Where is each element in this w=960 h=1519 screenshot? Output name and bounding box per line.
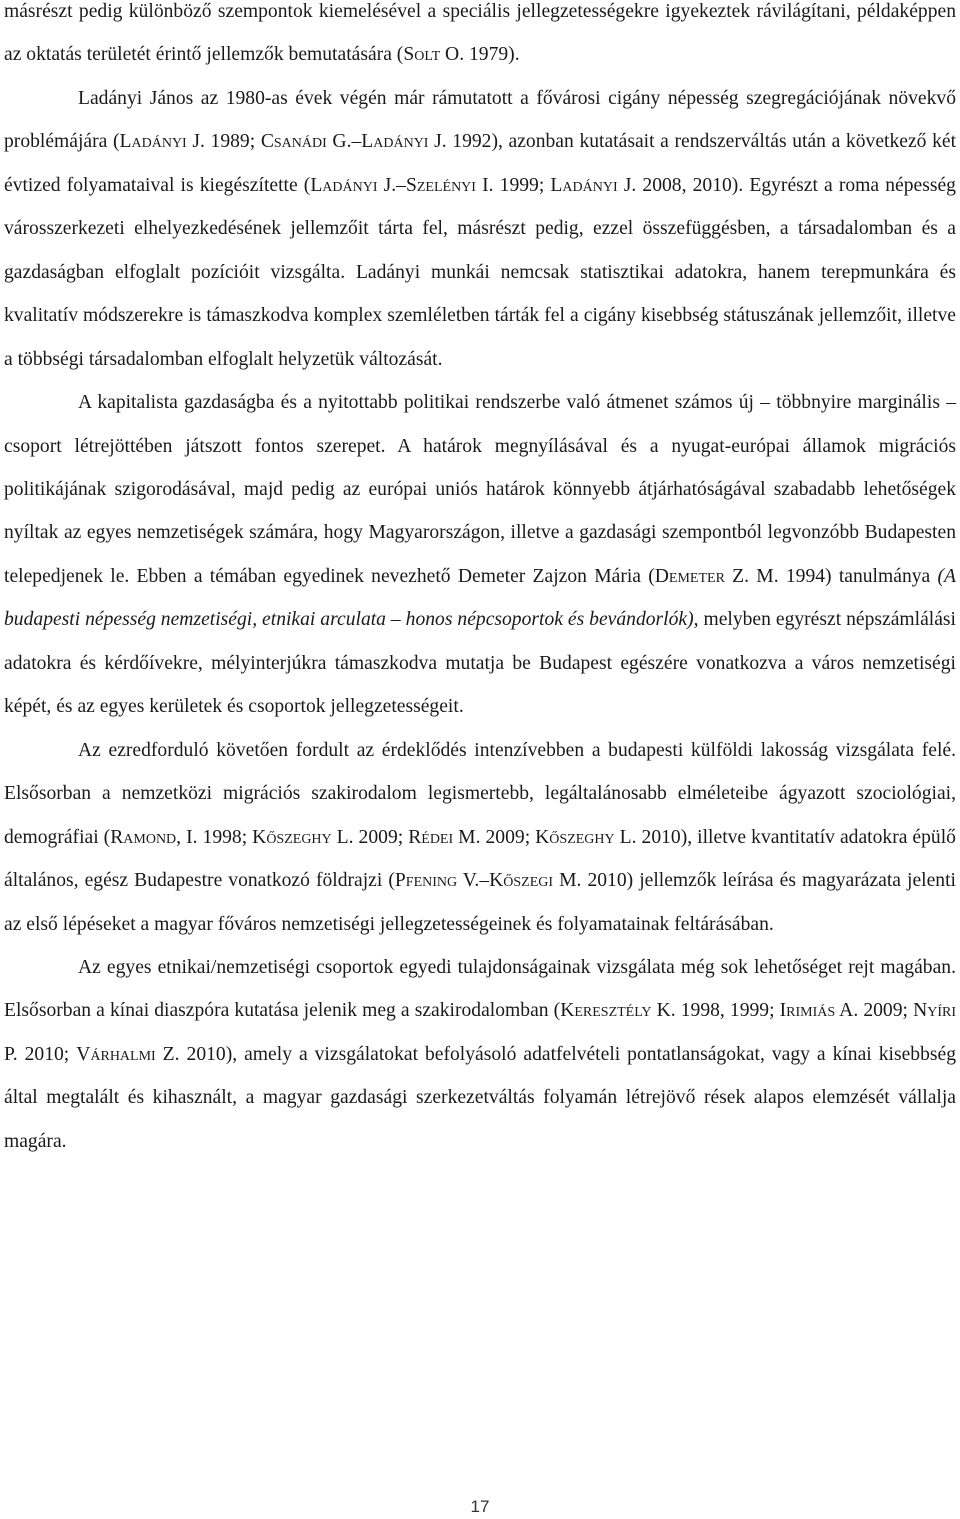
text-run: I. 1999; <box>475 174 551 196</box>
text-run: L. 2010), illetve kvantitatív adatokra épülő általános, egész Budapestre vonatkozó földrajzi ( <box>4 826 956 892</box>
text-run: P. 2010; <box>4 1043 77 1065</box>
text-run: J. 2008, 2010). Egyrészt a roma népesség városszerkezeti elhelyezkedésének jellemzőit tárta fel, másrészt pedig, ezzel összefüggésben, a társadalomban és a gazdaságban elfoglalt pozícióit vizsgálta. Ladányi munkái nemcsak statisztikai adatokra, hanem terepmunkára és kvalitatív módszerekre is támaszkodva komplex szemléletben tárták fel a cigány kisebbség státuszának jellemzőit, illetve a többségi társadalomban elfoglalt helyzetük változását. <box>4 174 956 370</box>
text-run: M. 2009; <box>453 826 536 848</box>
citation-author: Várhalmi <box>76 1043 156 1065</box>
citation-author: Keresztély <box>560 1000 652 1022</box>
paragraph <box>4 77 956 381</box>
text-run: J. 1992), azonban kutatásait a rendszerváltás után a következő két évtized folyamataival is kiegészítette ( <box>4 131 957 196</box>
citation-author: Irimiás <box>779 1000 836 1022</box>
citation-author: Ladányi <box>550 174 618 196</box>
text-run: J. 1989; <box>186 131 261 153</box>
text-run: L. 2009; <box>331 826 409 848</box>
citation-author: Nyíri <box>913 1000 956 1022</box>
text-run: , I. 1998; <box>176 826 253 848</box>
paragraph <box>4 381 956 729</box>
citation-author: Kőszeghy <box>535 826 615 848</box>
text-run: A kapitalista gazdaságba és a nyitottabb politikai rendszerbe való átmenet számos új – többnyire marginális – csoport létrejöttében játszott fontos szerepet. A határok megnyílásával és a nyugat-európai államok migrációs politikájának szigorodásával, majd pedig az európai uniós határok könnyebb átjárhatóságával szabadabb lehetőségek nyíltak az egyes nemzetiségek számára, hogy Magyarországon, illetve a gazdasági szempontból legvonzóbb Budapesten telepedjenek le. Ebben a témában egyedinek nevezhető Demeter Zajzon Mária ( <box>4 392 956 587</box>
paragraph <box>4 729 956 946</box>
italic-title: (A budapesti népesség nemzetiségi, etnikai arculata – honos népcsoportok és bevándorlók) <box>4 565 956 631</box>
text-run: Ladányi János az 1980-as évek végén már rámutatott a fővárosi cigány népesség szegregációjának növekvő problémájára ( <box>4 87 956 153</box>
paragraph <box>4 0 956 77</box>
citation-author: Pfening <box>394 870 458 892</box>
text-run: J.– <box>377 174 406 196</box>
citation-author: Rédei <box>408 826 454 848</box>
citation-author: Kőszeghy <box>252 826 332 848</box>
text-run: Z. 2010), amely a vizsgálatokat befolyásoló adatfelvételi pontatlanságokat, vagy a kínai kisebbség által megtalált és kihasznált, a magyar gazdasági szerkezetváltás folyamán létrejövő rések alapos elemzését vállalja magára. <box>4 1043 956 1152</box>
citation-author: Demeter <box>654 565 725 587</box>
text-run: Az egyes etnikai/nemzetiségi csoportok egyedi tulajdonságainak vizsgálata még sok lehetőséget rejt magában. Elsősorban a kínai diaszpóra kutatása jelenik meg a szakirodalomban ( <box>4 956 956 1022</box>
text-run: Z. M. 1994) tanulmánya <box>724 565 938 587</box>
text-run: másrészt pedig különböző szempontok kiemelésével a speciális jellegzetességekre igyekeztek rávilágítani, példaképpen az oktatás területét érintő jellemzők bemutatására ( <box>4 1 956 66</box>
text-run: , melyben egyrészt népszámlálási adatokra és kérdőívekre, mélyinterjúkra támaszkodva mutatja be Budapest egészére vonatkozva a város nemzetiségi képét, és az egyes kerületek és csoportok jellegzetességeit. <box>4 609 956 718</box>
citation-author: Ladányi <box>361 131 429 153</box>
page-number: 17 <box>470 1497 490 1516</box>
text-run: O. 1979). <box>440 44 520 66</box>
body-text <box>4 0 956 1163</box>
citation-author: Csanádi <box>260 131 327 153</box>
text-run: Az ezredforduló követően fordult az érdeklődés intenzívebben a budapesti külföldi lakosság vizsgálata felé. Elsősorban a nemzetközi migrációs szakirodalom legismertebb, legáltalánosabb elméleteibe ágyazott szociológiai, demográfiai ( <box>4 739 956 848</box>
citation-author: Ladányi <box>310 174 378 196</box>
text-run: G.– <box>326 131 362 153</box>
citation-author: Ramond <box>110 826 177 848</box>
paragraph <box>4 946 956 1163</box>
text-run: V.– <box>457 870 490 892</box>
citation-author: Solt <box>403 44 441 66</box>
text-run: M. 2010) jellemzők leírása és magyarázata jelenti az első lépéseket a magyar főváros nemzetiségi jellegzetességeinek és folyamatainak feltárásában. <box>4 870 956 935</box>
citation-author: Szelényi <box>405 174 476 196</box>
text-run: K. 1998, 1999; <box>651 1000 780 1022</box>
citation-author: Ladányi <box>119 131 187 153</box>
text-run: A. 2009; <box>835 1000 914 1022</box>
citation-author: Kőszegi <box>489 870 554 892</box>
